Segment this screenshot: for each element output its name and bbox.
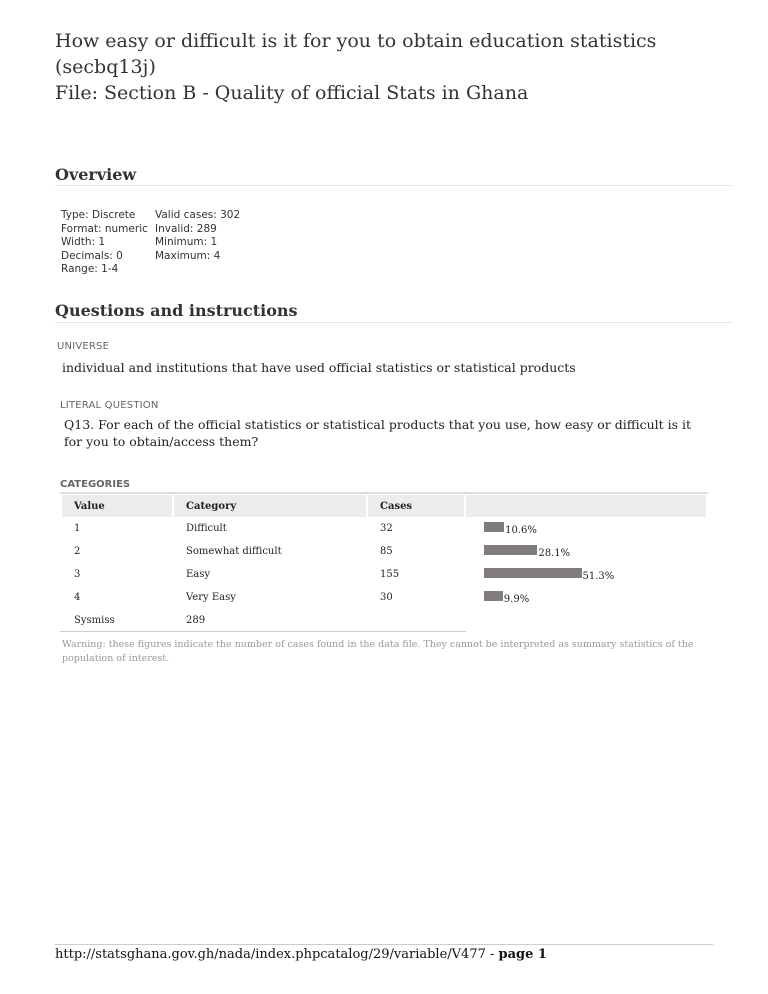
- table-row: [62, 540, 706, 563]
- footer-url: http://statsghana.gov.gh/nada/index.phpcatalog/29/variable/V477 -: [55, 947, 499, 962]
- table-row: [62, 586, 706, 609]
- cell-cases: 32: [380, 523, 393, 534]
- overview-item: Type: Discrete: [61, 209, 136, 221]
- cell-value: 1: [74, 523, 81, 534]
- overview-item: Decimals: 0: [61, 249, 123, 262]
- table-header-row: [62, 495, 706, 517]
- literal-question-label: LITERAL QUESTION: [60, 400, 159, 411]
- header-chart: [466, 495, 706, 517]
- overview-item: Minimum: 1: [155, 236, 218, 248]
- percent-bar: [484, 591, 503, 601]
- footer: [55, 947, 547, 962]
- cell-empty: [368, 609, 464, 632]
- percent-bar: [484, 522, 504, 532]
- cell-bar: [466, 517, 706, 540]
- overview-right: [155, 209, 240, 263]
- cell-category: Easy: [186, 569, 211, 580]
- cell-category: Somewhat difficult: [186, 546, 282, 557]
- cell-cases: 85: [380, 546, 393, 557]
- cell-bar: [466, 540, 706, 563]
- cell-cases: 30: [380, 592, 393, 603]
- cell-category: 289: [186, 615, 206, 626]
- overview-item: Invalid: 289: [155, 222, 217, 235]
- percent-label: 9.9%: [503, 594, 530, 605]
- file-title: File: Section B - Quality of official Stats in Ghana: [55, 82, 529, 104]
- cell-category: Difficult: [186, 523, 227, 534]
- literal-question-text: Q13. For each of the official statistics or statistical products that you use, how easy or difficult is it for you to obtain/access them?: [64, 417, 692, 449]
- table-row: [62, 563, 706, 586]
- overview-item: Format: numeric: [61, 222, 148, 235]
- cell-value: 2: [74, 546, 81, 557]
- percent-bar: [484, 545, 537, 555]
- overview-item: Width: 1: [61, 236, 106, 248]
- categories-label: CATEGORIES: [60, 479, 131, 490]
- table-row-sysmiss: [62, 609, 706, 632]
- percent-bar: [484, 568, 582, 578]
- universe-text: individual and institutions that have used official statistics or statistical products: [62, 360, 576, 375]
- cell-category: Very Easy: [186, 592, 236, 603]
- page-title: [55, 28, 715, 106]
- cell-empty: [466, 609, 706, 632]
- cell-cases: 155: [380, 569, 400, 580]
- percent-label: 10.6%: [505, 525, 537, 536]
- cell-value: 4: [74, 592, 81, 603]
- overview-heading: Overview: [55, 165, 137, 184]
- header-category: Category: [174, 495, 366, 517]
- overview-item: Range: 1-4: [61, 263, 119, 275]
- divider: [60, 492, 708, 494]
- percent-label: 51.3%: [582, 571, 615, 582]
- warning-text: Warning: these figures indicate the number of cases found in the data file. They cannot be interpreted as summary statistics of the population of interest.: [62, 639, 694, 664]
- header-cases: Cases: [368, 495, 464, 517]
- divider: [55, 185, 732, 186]
- divider: [60, 631, 466, 632]
- universe-label: UNIVERSE: [57, 341, 110, 352]
- overview-left: [61, 209, 148, 277]
- overview-item: Valid cases: 302: [155, 209, 241, 221]
- cell-value: 3: [74, 569, 81, 580]
- overview-item: Maximum: 4: [155, 249, 221, 262]
- cell-value: Sysmiss: [74, 615, 115, 626]
- divider: [55, 322, 732, 323]
- percent-label: 28.1%: [538, 548, 571, 559]
- categories-table: [60, 495, 708, 632]
- questions-heading: Questions and instructions: [55, 301, 298, 320]
- title-line: (secbq13j): [55, 56, 156, 78]
- cell-bar: [466, 563, 706, 586]
- header-value: Value: [62, 495, 172, 517]
- table-row: [62, 517, 706, 540]
- title-line: How easy or difficult is it for you to obtain education statistics: [55, 30, 657, 52]
- divider: [55, 944, 713, 945]
- page-number: page 1: [498, 947, 547, 962]
- cell-bar: [466, 586, 706, 609]
